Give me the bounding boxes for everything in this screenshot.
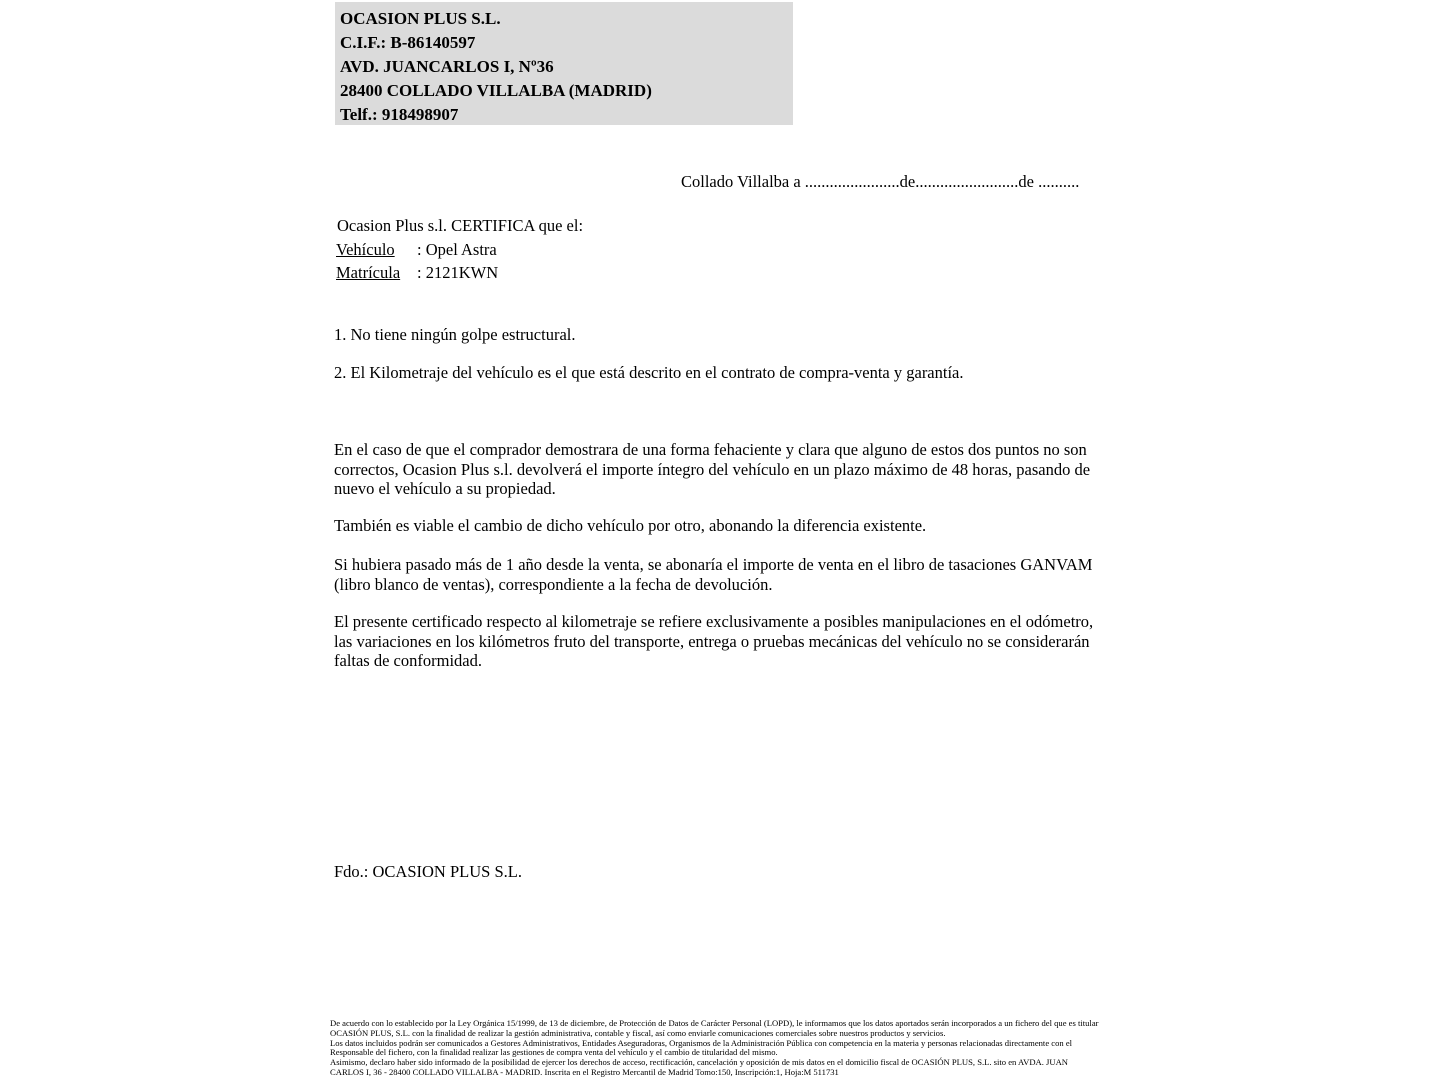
paragraph-exchange: También es viable el cambio de dicho vehículo por otro, abonando la diferencia existente. (334, 516, 927, 535)
company-name: OCASION PLUS S.L. (340, 9, 501, 28)
company-address: AVD. JUANCARLOS I, Nº36 (340, 57, 554, 76)
paragraph-refund: En el caso de que el comprador demostrara de una forma fehaciente y clara que alguno de estos dos puntos no son correctos, Ocasion Plus s.l. devolverá el importe íntegro del vehículo en un plazo máximo de 48 horas, pasando de nuevo el vehículo a su propiedad. (334, 440, 1091, 498)
vehicle-line (336, 240, 497, 260)
legal-paragraph-3: Asimismo, declaro haber sido informado de la posibilidad de ejercer los derechos de acceso, rectificación, cancelación y oposición de mis datos en el domicilio fiscal de OCASIÓN PLUS, S.L. sito en AVDA. JUAN CARLOS I, 36 - 28400 COLLADO VILLALBA - MADRID. Inscrita en el Registro Mercantil de Madrid Tomo:150, Inscripción:1, Hoja:M 511731 (330, 1057, 1069, 1077)
condition-point-2: 2. El Kilometraje del vehículo es el que está descrito en el contrato de compra-venta y garantía. (334, 363, 964, 382)
company-header-box (335, 2, 793, 125)
legal-footer (330, 1019, 1102, 1078)
condition-point-1: 1. No tiene ningún golpe estructural. (334, 325, 576, 344)
legal-paragraph-2: Los datos incluidos podrán ser comunicados a Gestores Administrativos, Entidades Aseguradoras, Organismos de la Administración Pública con competencia en la materia y personas relacionadas directamente con el Responsable del fichero, con la finalidad realizar las gestiones de compra venta del vehículo y el cambio de titularidad del mismo. (330, 1037, 1073, 1058)
date-line: Collado Villalba a .......................de.........................de .......... (681, 172, 1080, 191)
certify-intro: Ocasion Plus s.l. CERTIFICA que el: (337, 216, 584, 235)
vehicle-label: Vehículo (336, 240, 395, 259)
paragraph-odometer: El presente certificado respecto al kilometraje se refiere exclusivamente a posibles manipulaciones en el odómetro, las variaciones en los kilómetros fruto del transporte, entrega o pruebas mecánicas del vehículo no se considerarán faltas de conformidad. (334, 612, 1094, 670)
legal-paragraph-1: De acuerdo con lo establecido por la Ley Orgánica 15/1999, de 13 de diciembre, de Protección de Datos de Carácter Personal (LOPD), le informamos que los datos aportados serán incorporados a un fichero del que es titular OCASIÓN PLUS, S.L. con la finalidad de realizar la gestión administrativa, contable y fiscal, así como enviarle comunicaciones comerciales sobre nuestros productos y servicios. (330, 1018, 1099, 1038)
company-cif: C.I.F.: B-86140597 (340, 33, 476, 52)
paragraph-ganvam: Si hubiera pasado más de 1 año desde la venta, se abonaría el importe de venta en el libro de tasaciones GANVAM (libro blanco de ventas), correspondiente a la fecha de devolución. (334, 555, 1093, 594)
company-city: 28400 COLLADO VILLALBA (MADRID) (340, 81, 652, 100)
plate-line (336, 263, 498, 283)
company-phone: Telf.: 918498907 (340, 105, 459, 124)
signature-line: Fdo.: OCASION PLUS S.L. (334, 862, 522, 881)
plate-value: : 2121KWN (417, 263, 499, 282)
vehicle-value: : Opel Astra (417, 240, 497, 259)
plate-label: Matrícula (336, 263, 401, 282)
